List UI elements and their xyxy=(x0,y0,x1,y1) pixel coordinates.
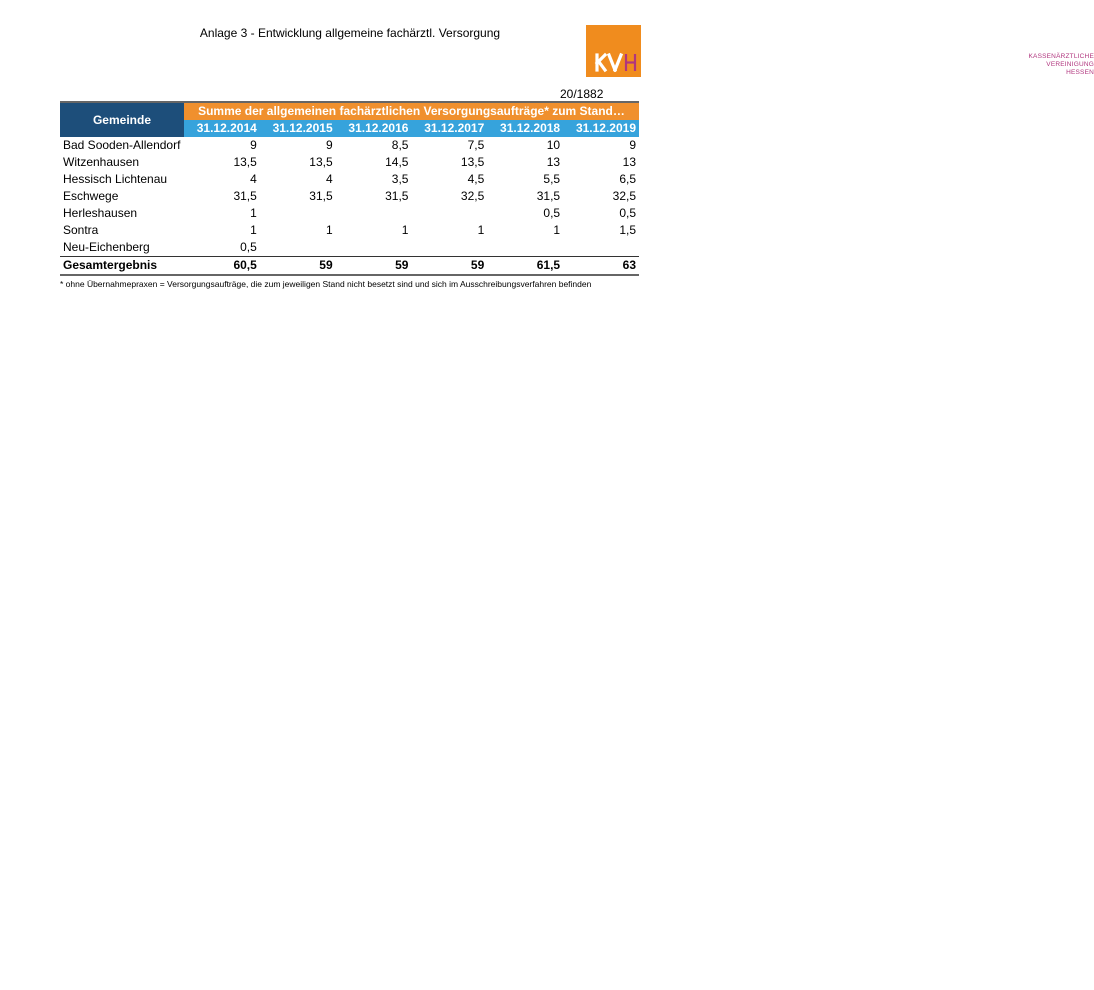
table-cell xyxy=(260,239,336,257)
kvh-logo xyxy=(514,25,1094,77)
table-cell: 9 xyxy=(250,138,257,152)
table-row xyxy=(60,222,639,239)
kv-logo-icon xyxy=(586,25,641,77)
table-cell: 7,5 xyxy=(467,138,485,152)
logo-wordmark xyxy=(1018,53,1094,77)
table-cell: 13,5 xyxy=(233,155,257,169)
table-cell: 1 xyxy=(477,223,485,237)
table-cell: 4,5 xyxy=(467,172,485,186)
group-header: Summe der allgemeinen fachärztlichen Versorgungsaufträge* zum Stand… xyxy=(184,102,639,120)
row-name: Eschwege xyxy=(63,189,119,203)
total-label: Gesamtergebnis xyxy=(60,257,184,276)
document-title: Anlage 3 - Entwicklung allgemeine fachärztl. Versorgung xyxy=(199,26,501,40)
total-cell: 60,5 xyxy=(184,257,260,276)
table-cell: 1 xyxy=(553,223,561,237)
total-cell: 59 xyxy=(336,257,412,276)
table-cell: 31,5 xyxy=(309,189,333,203)
total-cell: 59 xyxy=(260,257,336,276)
table-row xyxy=(60,137,639,154)
table-cell: 1,5 xyxy=(619,223,636,237)
table-cell: 1 xyxy=(401,223,409,237)
table-cell xyxy=(336,205,412,222)
versorgung-table xyxy=(60,101,639,276)
year-header: 31.12.2019 xyxy=(563,120,639,137)
table-cell: 13,5 xyxy=(460,155,485,169)
table-row xyxy=(60,171,639,188)
table-cell: 14,5 xyxy=(385,155,409,169)
col-header-gemeinde: Gemeinde xyxy=(60,102,184,137)
table-cell xyxy=(260,205,336,222)
table-cell: 31,5 xyxy=(536,189,561,203)
table-cell: 5,5 xyxy=(543,172,561,186)
reference-number: 20/1882 xyxy=(560,87,604,101)
table-cell: 31,5 xyxy=(233,189,257,203)
table-cell: 13 xyxy=(546,155,561,169)
row-name: Witzenhausen xyxy=(63,155,140,169)
table-cell: 32,5 xyxy=(612,189,636,203)
table-cell xyxy=(411,205,487,222)
year-header: 31.12.2017 xyxy=(411,120,487,137)
logo-line-2: VEREINIGUNG xyxy=(1046,61,1094,68)
table-cell: 3,5 xyxy=(391,172,409,186)
logo-line-1: KASSENÄRZTLICHE xyxy=(1028,53,1094,60)
table-cell: 9 xyxy=(629,138,636,152)
table-cell: 1 xyxy=(250,223,257,237)
table-cell: 1 xyxy=(250,206,257,220)
year-header: 31.12.2015 xyxy=(260,120,336,137)
total-cell: 59 xyxy=(411,257,487,276)
table-cell: 1 xyxy=(325,223,333,237)
table-cell: 0,5 xyxy=(619,206,636,220)
year-header: 31.12.2016 xyxy=(336,120,412,137)
table-cell xyxy=(563,239,639,257)
table-cell: 0,5 xyxy=(543,206,561,220)
table-cell: 10 xyxy=(546,138,561,152)
table-cell: 9 xyxy=(325,138,333,152)
table-row xyxy=(60,239,639,257)
table-row xyxy=(60,188,639,205)
footnote: * ohne Übernahmepraxen = Versorgungsaufträge, die zum jeweiligen Stand nicht besetzt sind und sich im Ausschreibungsverfahren befinden xyxy=(60,279,592,289)
year-header: 31.12.2014 xyxy=(184,120,260,137)
table-row xyxy=(60,154,639,171)
row-name: Hessisch Lichtenau xyxy=(63,172,168,186)
table-cell: 31,5 xyxy=(385,189,409,203)
row-name: Neu-Eichenberg xyxy=(63,240,150,254)
table-row xyxy=(60,205,639,222)
table-cell: 13 xyxy=(622,155,636,169)
logo-line-3: HESSEN xyxy=(1066,69,1094,76)
table-cell: 8,5 xyxy=(391,138,409,152)
table-cell: 13,5 xyxy=(309,155,333,169)
logo-mark xyxy=(586,25,641,77)
total-row xyxy=(60,257,639,276)
table-cell: 32,5 xyxy=(460,189,485,203)
table-cell: 4 xyxy=(325,172,333,186)
row-name: Herleshausen xyxy=(63,206,138,220)
table-cell xyxy=(336,239,412,257)
row-name: Bad Sooden-Allendorf xyxy=(63,138,181,152)
total-cell: 63 xyxy=(563,257,639,276)
row-name: Sontra xyxy=(63,223,99,237)
table-cell xyxy=(411,239,487,257)
year-header: 31.12.2018 xyxy=(487,120,563,137)
total-cell: 61,5 xyxy=(487,257,563,276)
table-cell: 4 xyxy=(250,172,257,186)
table-cell: 0,5 xyxy=(240,240,257,254)
table-cell xyxy=(487,239,563,257)
table-cell: 6,5 xyxy=(619,172,636,186)
